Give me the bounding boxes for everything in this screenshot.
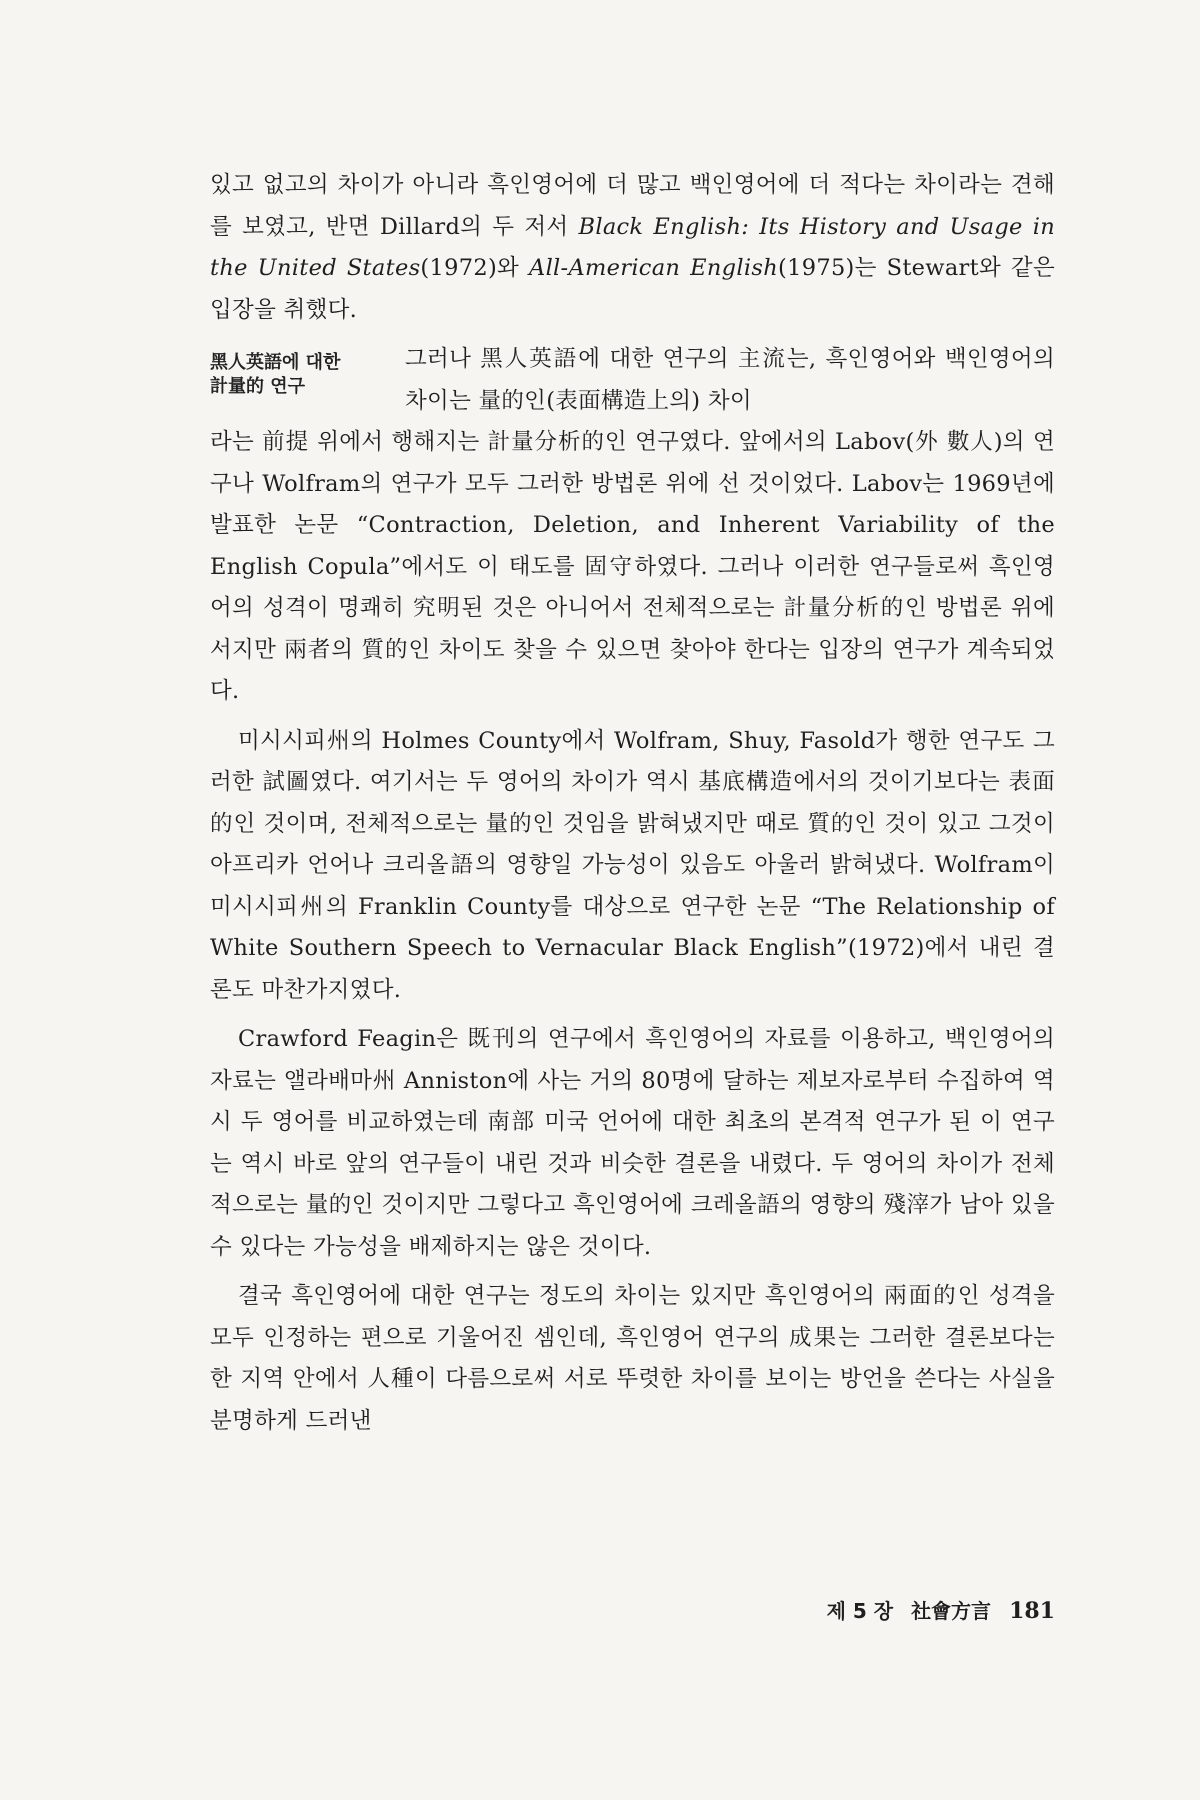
- chapter-title: 社會方言: [911, 1599, 992, 1623]
- side-heading: [210, 339, 405, 399]
- book-title-black-english: Black English: Its History and Usage in the United States: [210, 213, 1055, 281]
- paragraph-2: 라는 前提 위에서 행해지는 計量分析的인 연구였다. 앞에서의 Labov(外 數人)의 연구나 Wolfram의 연구가 모두 그러한 방법론 위에 선 것이었다. Labov는 1969년에 발표한 논문 “Contraction, Deletion, and Inherent Variability of the English Copula”에서도 이 태도를 固守하였다. 그러나 이러한 연구들로써 흑인영어의 성격이 명쾌히 究明된 것은 아니어서 전체적으로는 計量分析的인 방법론 위에 서지만 兩者의 質的인 차이도 찾을 수 있으면 찾아야 한다는 입장의 연구가 계속되었다.: [210, 429, 1055, 704]
- side-heading-line-2: 計量的 연구: [210, 376, 306, 397]
- paragraph-2-first-lines: 그러나 黑人英語에 대한 연구의 主流는, 흑인영어와 백인영어의 차이는 量的인(表面構造上의) 차이: [405, 346, 1055, 414]
- page-number: 181: [1009, 1598, 1055, 1624]
- side-heading-line-1: 黑人英語에 대한: [210, 352, 341, 373]
- chapter-label: 제 5 장: [826, 1599, 894, 1623]
- text-run: (1972)와: [420, 255, 530, 281]
- text-run: (1975)는 Stewart와 같은 입장을 취했다.: [210, 255, 1055, 323]
- page-body: [210, 165, 1055, 1450]
- paragraph-4: Crawford Feagin은 既刊의 연구에서 흑인영어의 자료를 이용하고, 백인영어의 자료는 앨라배마州 Anniston에 사는 거의 80명에 달하는 제보자로부터 수집하여 역시 두 영어를 비교하였는데 南部 미국 언어에 대한 최초의 본격적 연구가 된 이 연구는 역시 바로 앞의 연구들이 내린 것과 비슷한 결론을 내렸다. 두 영어의 차이가 전체적으로는 量的인 것이지만 그렇다고 흑인영어에 크레올語의 영향의 殘滓가 남아 있을 수 있다는 가능성을 배제하지는 않은 것이다.: [210, 1026, 1055, 1260]
- paragraph-1: [210, 165, 1055, 331]
- section-quantitative-study: [210, 339, 1055, 422]
- paragraph-5: 결국 흑인영어에 대한 연구는 정도의 차이는 있지만 흑인영어의 兩面的인 성격을 모두 인정하는 편으로 기울어진 셈인데, 흑인영어 연구의 成果는 그러한 결론보다는 한 지역 안에서 人種이 다름으로써 서로 뚜렷한 차이를 보이는 방언을 쓴다는 사실을 분명하게 드러낸: [210, 1283, 1055, 1434]
- paragraph-3: 미시시피州의 Holmes County에서 Wolfram, Shuy, Fasold가 행한 연구도 그러한 試圖였다. 여기서는 두 영어의 차이가 역시 基底構造에서의 것이기보다는 表面的인 것이며, 전체적으로는 量的인 것임을 밝혀냈지만 때로 質的인 것이 있고 그것이 아프리카 언어나 크리올語의 영향일 가능성이 있음도 아울러 밝혀냈다. Wolfram이 미시시피州의 Franklin County를 대상으로 연구한 논문 “The Relationship of White Southern Speech to Vernacular Black English”(1972)에서 내린 결론도 마찬가지였다.: [210, 727, 1055, 1003]
- text-run: 있고 없고의 차이가 아니라 흑인영어에 더 많고 백인영어에 더 적다는 차이라는 견해를 보였고, 반면 Dillard의 두 저서: [210, 172, 1055, 240]
- page-footer: [827, 1595, 1055, 1624]
- book-title-all-american-english: All-American English: [529, 255, 779, 281]
